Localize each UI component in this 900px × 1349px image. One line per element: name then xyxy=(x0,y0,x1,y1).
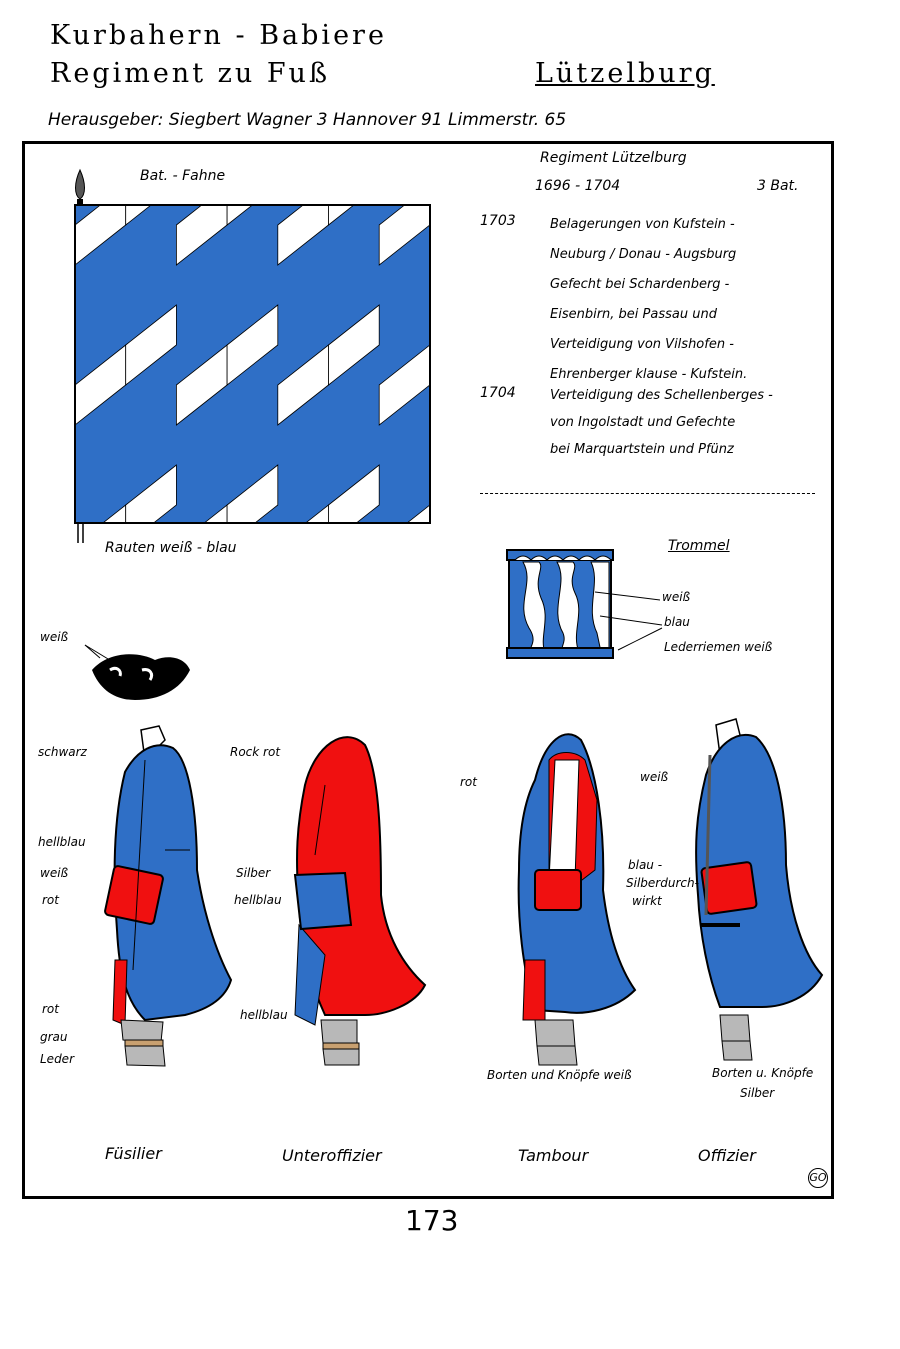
offizier-label-woven: wirkt xyxy=(632,894,662,908)
figure-name-tambour: Tambour xyxy=(518,1146,589,1165)
history-line: Verteidigung des Schellenberges - xyxy=(550,388,773,403)
flag-caption: Rauten weiß - blau xyxy=(105,540,237,556)
figure-name-unteroffizier: Unteroffizier xyxy=(282,1146,382,1165)
history-entry-1703 xyxy=(550,210,747,390)
history-line: Ehrenberger klause - Kufstein. xyxy=(550,367,748,382)
fusilier-label-red-2: rot xyxy=(42,1002,59,1016)
flag-label: Bat. - Fahne xyxy=(140,168,226,184)
history-year-1703: 1703 xyxy=(480,213,516,229)
drum-label-strap: Lederriemen weiß xyxy=(664,640,773,654)
history-line: Neuburg / Donau - Augsburg xyxy=(550,247,737,262)
offizier-label-trim-silver: Silber xyxy=(740,1086,775,1100)
unteroffizier-label-silver: Silber xyxy=(236,866,271,880)
offizier-label-white: weiß xyxy=(640,770,669,784)
publisher-line: Herausgeber: Siegbert Wagner 3 Hannover 91 Limmerstr. 65 xyxy=(48,110,567,130)
offizier-label-silver: Silberdurch- xyxy=(626,876,699,890)
figure-offizier xyxy=(680,715,840,1065)
fusilier-label-white: weiß xyxy=(40,866,69,880)
fusilier-label-red: rot xyxy=(42,893,59,907)
battalion-flag xyxy=(65,165,445,545)
history-entry-1704 xyxy=(550,382,773,463)
fusilier-label-grey: grau xyxy=(40,1030,68,1044)
figure-fusilier xyxy=(85,720,245,1080)
fusilier-label-leather: Leder xyxy=(40,1052,75,1066)
history-line: Eisenbirn, bei Passau und xyxy=(550,307,717,322)
figure-name-offizier: Offizier xyxy=(698,1146,756,1165)
history-line: Verteidigung von Vilshofen - xyxy=(550,337,734,352)
history-year-1704: 1704 xyxy=(480,385,516,401)
offizier-label-trim: Borten u. Knöpfe xyxy=(712,1066,814,1080)
drum-title: Trommel xyxy=(668,538,730,554)
tambour-label-trim: Borten und Knöpfe weiß xyxy=(487,1068,632,1082)
offizier-label-blue: blau - xyxy=(628,858,663,872)
history-line: bei Marquartstein und Pfünz xyxy=(550,442,734,457)
history-battalions: 3 Bat. xyxy=(757,178,799,194)
artist-signature: GO xyxy=(808,1168,828,1188)
unteroffizier-label-lightblue-2: hellblau xyxy=(240,1008,288,1022)
unteroffizier-label-lightblue: hellblau xyxy=(234,893,282,907)
history-title: Regiment Lützelburg xyxy=(540,150,687,166)
figure-unteroffizier xyxy=(285,725,445,1075)
tambour-label-red: rot xyxy=(460,775,477,789)
history-line: von Ingolstadt und Gefechte xyxy=(550,415,736,430)
history-line: Gefecht bei Schardenberg - xyxy=(550,277,730,292)
regiment-name: Lützelburg xyxy=(535,58,715,89)
unteroffizier-label-coat: Rock rot xyxy=(230,745,281,759)
drum-leader-lines xyxy=(590,580,670,660)
title-line-2: Regiment zu Fuß xyxy=(50,58,330,89)
history-divider xyxy=(480,493,815,494)
history-years: 1696 - 1704 xyxy=(535,178,621,194)
history-line: Belagerungen von Kufstein - xyxy=(550,217,735,232)
page-number: 173 xyxy=(405,1204,459,1237)
drum-label-white: weiß xyxy=(662,590,691,604)
fusilier-label-lightblue: hellblau xyxy=(38,835,86,849)
drum-label-blue: blau xyxy=(664,615,690,629)
tricorn-hat xyxy=(80,640,200,710)
hat-label: weiß xyxy=(40,630,69,644)
figure-name-fusilier: Füsilier xyxy=(105,1144,162,1163)
fusilier-label-black: schwarz xyxy=(38,745,87,759)
title-line-1: Kurbahern - Babiere xyxy=(50,20,387,51)
